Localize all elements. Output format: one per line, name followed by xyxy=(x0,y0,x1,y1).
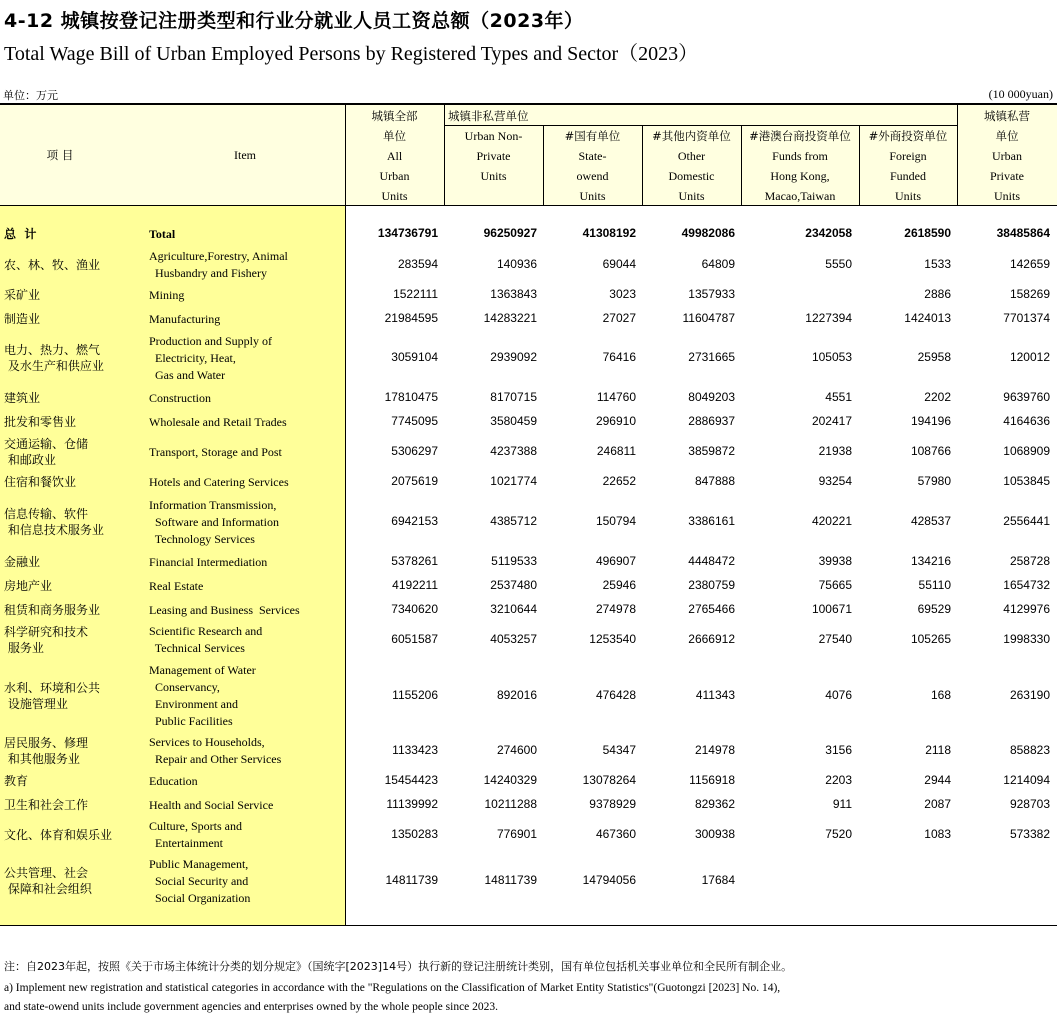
cell-value: 1227394 xyxy=(805,311,852,325)
cell-value: 1156918 xyxy=(689,773,735,787)
row-label-en: Construction xyxy=(149,390,211,405)
header-state-owned: #国有单位 State- owend Units xyxy=(564,129,621,203)
cell-value: 142659 xyxy=(1009,257,1050,271)
cell-value: 120012 xyxy=(1009,350,1050,364)
row-label-cn: 教育 xyxy=(4,774,29,788)
note-en-1: a) Implement new registration and statistical categories in accordance with the "Regulations on the Classification of Market Entity Statistics"(Guotongzi [2023] No. 14), xyxy=(4,982,781,994)
cell-value: 1654732 xyxy=(1003,578,1050,592)
cell-value: 2556441 xyxy=(1003,514,1050,528)
cell-value: 49982086 xyxy=(681,226,735,240)
cell-value: 100671 xyxy=(811,602,852,616)
cell-value: 3386161 xyxy=(688,514,735,528)
row-label-cn: 居民服务、修理 和其他服务业 xyxy=(4,736,89,766)
cell-value: 2075619 xyxy=(391,474,438,488)
cell-value: 1214094 xyxy=(1003,773,1050,787)
row-label-cn: 金融业 xyxy=(4,555,41,569)
row-label-cn: 建筑业 xyxy=(4,391,41,405)
cell-value: 105053 xyxy=(811,350,852,364)
cell-value: 911 xyxy=(832,797,852,811)
cell-value: 3210644 xyxy=(490,602,537,616)
cell-value: 300938 xyxy=(694,827,735,841)
cell-value: 476428 xyxy=(595,688,636,702)
cell-value: 14283221 xyxy=(483,311,537,325)
row-label-en: Management of Water Conservancy, Environment and Public Facilities xyxy=(149,663,256,728)
unit-label-cn: 单位：万元 xyxy=(3,89,58,102)
row-label-cn: 采矿业 xyxy=(4,288,41,302)
cell-value: 2886 xyxy=(924,287,951,301)
page-title-cn: 4-12 城镇按登记注册类型和行业分就业人员工资总额（2023年） xyxy=(4,10,584,32)
cell-value: 2666912 xyxy=(688,632,735,646)
cell-value: 4551 xyxy=(825,390,852,404)
cell-value: 10211288 xyxy=(484,797,537,811)
cell-value: 4129976 xyxy=(1003,602,1050,616)
cell-value: 263190 xyxy=(1009,688,1050,702)
row-label-cn: 农、林、牧、渔业 xyxy=(4,258,101,272)
row-label-cn: 信息传输、软件 和信息技术服务业 xyxy=(4,507,104,537)
row-label-cn: 制造业 xyxy=(4,312,41,326)
row-label-cn: 房地产业 xyxy=(4,579,53,593)
cell-value: 1533 xyxy=(924,257,951,271)
cell-value: 13078264 xyxy=(582,773,636,787)
row-label-en: Scientific Research and Technical Services xyxy=(149,624,263,655)
cell-value: 2118 xyxy=(925,743,951,757)
cell-value: 246811 xyxy=(596,444,636,458)
cell-value: 9639760 xyxy=(1003,390,1050,404)
row-label-cn: 批发和零售业 xyxy=(4,415,77,429)
cell-value: 2939092 xyxy=(490,350,537,364)
cell-value: 7520 xyxy=(825,827,852,841)
cell-value: 7340620 xyxy=(391,602,438,616)
row-label-cn: 文化、体育和娱乐业 xyxy=(4,828,113,842)
cell-value: 8049203 xyxy=(688,390,735,404)
row-label-cn: 卫生和社会工作 xyxy=(4,798,89,812)
cell-value: 3859872 xyxy=(688,444,735,458)
cell-value: 57980 xyxy=(917,474,951,488)
cell-value: 1424013 xyxy=(904,311,951,325)
cell-value: 14794056 xyxy=(582,873,636,887)
cell-value: 2342058 xyxy=(805,226,852,240)
row-label-en: Wholesale and Retail Trades xyxy=(149,414,287,429)
header-private: 城镇私营 单位 Urban Private Units xyxy=(984,109,1030,203)
row-label-cn: 水利、环境和公共 设施管理业 xyxy=(4,681,101,711)
cell-value: 296910 xyxy=(595,414,636,428)
cell-value: 105265 xyxy=(910,632,951,646)
cell-value: 27540 xyxy=(818,632,852,646)
cell-value: 2886937 xyxy=(688,414,735,428)
cell-value: 1155206 xyxy=(392,688,438,702)
cell-value: 2765466 xyxy=(688,602,735,616)
cell-value: 847888 xyxy=(694,474,735,488)
cell-value: 114760 xyxy=(596,390,636,404)
cell-value: 38485864 xyxy=(996,226,1050,240)
cell-value: 4448472 xyxy=(688,554,735,568)
cell-value: 6942153 xyxy=(391,514,438,528)
cell-value: 4385712 xyxy=(490,514,537,528)
row-label-cn: 租赁和商务服务业 xyxy=(4,603,101,617)
cell-value: 4164636 xyxy=(1003,414,1050,428)
cell-value: 2944 xyxy=(924,773,951,787)
cell-value: 96250927 xyxy=(483,226,537,240)
row-label-cn: 电力、热力、燃气 及水生产和供应业 xyxy=(4,343,104,373)
cell-value: 4076 xyxy=(825,688,852,702)
cell-value: 2380759 xyxy=(688,578,735,592)
row-label-en: Manufacturing xyxy=(149,311,221,326)
cell-value: 93254 xyxy=(818,474,852,488)
header-all-urban: 城镇全部 单位 All Urban Units xyxy=(371,109,418,203)
cell-value: 5306297 xyxy=(391,444,438,458)
header-item-en: Item xyxy=(234,148,256,162)
cell-value: 467360 xyxy=(595,827,636,841)
table-top-rule xyxy=(0,103,1057,105)
cell-value: 829362 xyxy=(694,797,735,811)
header-other-domestic: #其他内资单位 Other Domestic Units xyxy=(652,129,731,203)
row-label-en: Culture, Sports and Entertainment xyxy=(149,819,242,850)
row-label-cn: 公共管理、社会 保障和社会组织 xyxy=(4,866,92,896)
cell-value: 7701374 xyxy=(1003,311,1050,325)
note-cn: 注：自2023年起，按照《关于市场主体统计分类的划分规定》（国统字[2023]14号）执行新的登记注册统计类别，国有单位包括机关事业单位和全民所有制企业。 xyxy=(4,960,793,973)
cell-value: 3059104 xyxy=(391,350,438,364)
header-item-cn: 项 目 xyxy=(46,148,74,162)
cell-value: 1133423 xyxy=(392,743,438,757)
cell-value: 8170715 xyxy=(490,390,537,404)
cell-value: 2203 xyxy=(825,773,852,787)
cell-value: 25958 xyxy=(917,350,951,364)
cell-value: 168 xyxy=(930,688,951,702)
cell-value: 11139992 xyxy=(386,797,438,811)
cell-value: 5378261 xyxy=(391,554,438,568)
row-label-en: Public Management, Social Security and Social Organization xyxy=(149,856,251,905)
cell-value: 134216 xyxy=(910,554,951,568)
row-label-cn: 科学研究和技术 服务业 xyxy=(4,625,89,655)
row-label-en: Information Transmission, Software and Information Technology Services xyxy=(149,497,279,546)
row-label-en: Financial Intermediation xyxy=(149,554,268,569)
header-non-private-group: 城镇非私营单位 xyxy=(448,109,529,123)
cell-value: 5119533 xyxy=(491,554,537,568)
row-label-en: Real Estate xyxy=(149,578,204,593)
cell-value: 3023 xyxy=(609,287,636,301)
cell-value: 2731665 xyxy=(688,350,735,364)
cell-value: 75665 xyxy=(818,578,852,592)
cell-value: 3156 xyxy=(825,743,852,757)
cell-value: 11604787 xyxy=(682,311,735,325)
cell-value: 69044 xyxy=(602,257,636,271)
cell-value: 4053257 xyxy=(490,632,537,646)
cell-value: 64809 xyxy=(701,257,735,271)
cell-value: 6051587 xyxy=(391,632,438,646)
row-label-en: Leasing and Business Services xyxy=(149,602,300,617)
cell-value: 3580459 xyxy=(490,414,537,428)
cell-value: 17810475 xyxy=(384,390,438,404)
cell-value: 496907 xyxy=(595,554,636,568)
column-divider xyxy=(345,105,346,925)
cell-value: 134736791 xyxy=(377,226,438,240)
cell-value: 1363843 xyxy=(490,287,537,301)
cell-value: 9378929 xyxy=(589,797,636,811)
cell-value: 202417 xyxy=(811,414,852,428)
cell-value: 428537 xyxy=(910,514,951,528)
note-en-2: and state-owend units include government agencies and enterprises owned by the whole people since 2023. xyxy=(4,1001,499,1013)
row-label-en: Production and Supply of Electricity, Heat, Gas and Water xyxy=(149,333,272,382)
row-label-cn: 住宿和餐饮业 xyxy=(4,475,77,489)
cell-value: 2087 xyxy=(924,797,951,811)
cell-value: 194196 xyxy=(910,414,951,428)
cell-value: 858823 xyxy=(1009,743,1050,757)
cell-value: 776901 xyxy=(496,827,537,841)
cell-value: 150794 xyxy=(595,514,636,528)
cell-value: 76416 xyxy=(602,350,636,364)
cell-value: 2202 xyxy=(924,390,951,404)
cell-value: 928703 xyxy=(1009,797,1050,811)
cell-value: 158269 xyxy=(1009,287,1050,301)
cell-value: 21984595 xyxy=(384,311,438,325)
header-foreign: #外商投资单位 Foreign Funded Units xyxy=(868,129,948,203)
cell-value: 25946 xyxy=(602,578,636,592)
row-label-en: Total xyxy=(149,226,176,241)
unit-label-en: (10 000yuan) xyxy=(988,87,1053,101)
cell-value: 214978 xyxy=(694,743,735,757)
cell-value: 1253540 xyxy=(589,632,636,646)
cell-value: 1522111 xyxy=(393,287,438,301)
row-label-en: Health and Social Service xyxy=(149,797,274,812)
cell-value: 2537480 xyxy=(490,578,537,592)
cell-value: 1083 xyxy=(924,827,951,841)
cell-value: 27027 xyxy=(602,311,636,325)
row-label-en: Agriculture,Forestry, Animal Husbandry and Fishery xyxy=(149,249,288,280)
cell-value: 7745095 xyxy=(391,414,438,428)
cell-value: 5550 xyxy=(825,257,852,271)
cell-value: 4192211 xyxy=(392,578,438,592)
cell-value: 420221 xyxy=(811,514,852,528)
header-hk-macao-taiwan: #港澳台商投资单位 Funds from Hong Kong, Macao,Taiwan xyxy=(749,129,851,203)
row-label-en: Transport, Storage and Post xyxy=(149,444,282,459)
cell-value: 411343 xyxy=(695,688,735,702)
cell-value: 21938 xyxy=(818,444,852,458)
row-label-en: Hotels and Catering Services xyxy=(149,474,289,489)
row-label-en: Mining xyxy=(149,287,185,302)
cell-value: 274600 xyxy=(496,743,537,757)
cell-value: 1068909 xyxy=(1003,444,1050,458)
cell-value: 892016 xyxy=(496,688,537,702)
cell-value: 14811739 xyxy=(484,873,537,887)
cell-value: 1053845 xyxy=(1003,474,1050,488)
cell-value: 1350283 xyxy=(391,827,438,841)
cell-value: 258728 xyxy=(1009,554,1050,568)
cell-value: 69529 xyxy=(917,602,951,616)
cell-value: 140936 xyxy=(496,257,537,271)
cell-value: 39938 xyxy=(818,554,852,568)
cell-value: 283594 xyxy=(397,257,438,271)
cell-value: 108766 xyxy=(910,444,951,458)
cell-value: 4237388 xyxy=(490,444,537,458)
cell-value: 573382 xyxy=(1009,827,1050,841)
cell-value: 17684 xyxy=(701,873,735,887)
cell-value: 41308192 xyxy=(582,226,636,240)
row-label-cn: 交通运输、仓储 和邮政业 xyxy=(4,437,89,467)
cell-value: 54347 xyxy=(602,743,636,757)
cell-value: 1998330 xyxy=(1003,632,1050,646)
cell-value: 22652 xyxy=(602,474,636,488)
cell-value: 1021774 xyxy=(490,474,537,488)
header-non-private: Urban Non- Private Units xyxy=(464,129,523,183)
row-label-en: Services to Households, Repair and Other Services xyxy=(149,735,282,766)
cell-value: 15454423 xyxy=(384,773,438,787)
cell-value: 1357933 xyxy=(688,287,735,301)
cell-value: 274978 xyxy=(595,602,636,616)
cell-value: 55110 xyxy=(918,578,951,592)
table-bottom-rule xyxy=(0,925,1057,926)
cell-value: 14811739 xyxy=(385,873,438,887)
cell-value: 2618590 xyxy=(904,226,951,240)
cell-value: 14240329 xyxy=(483,773,537,787)
page-title-en: Total Wage Bill of Urban Employed Persons by Registered Types and Sector（2023） xyxy=(4,43,699,65)
row-label-cn: 总 计 xyxy=(4,227,37,241)
row-label-en: Education xyxy=(149,773,198,788)
